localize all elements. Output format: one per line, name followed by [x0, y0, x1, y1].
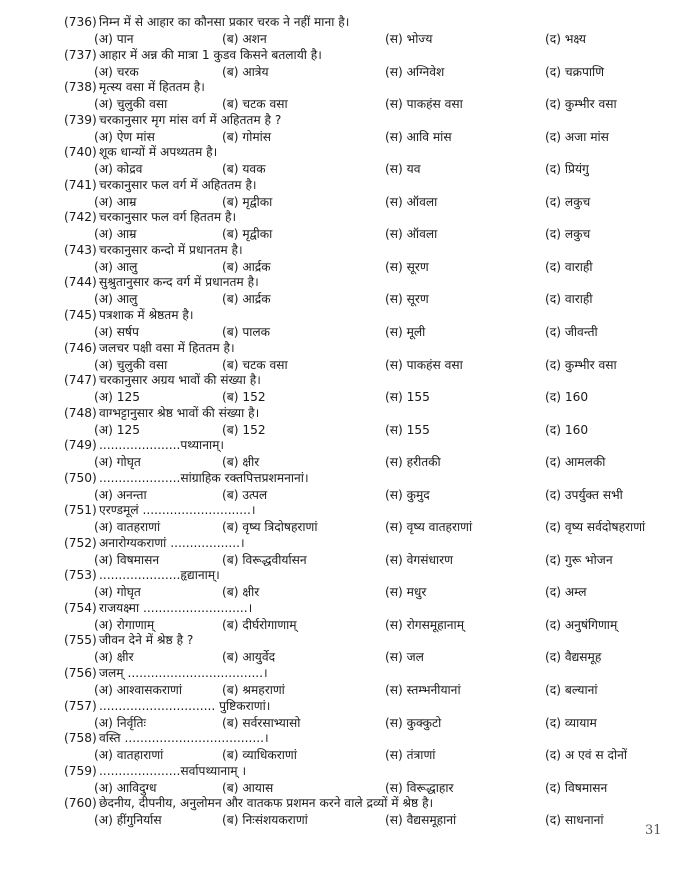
- option-c: (स) सूरण: [385, 292, 429, 307]
- options-row: [0, 422, 680, 439]
- options-row: [0, 454, 680, 471]
- option-a: (अ) रोगाणाम्: [94, 617, 155, 632]
- question-number: (754): [64, 600, 97, 615]
- option-a: (अ) निर्वृतिः: [94, 715, 146, 730]
- option-c: (स) ऑवला: [385, 194, 438, 209]
- options-row: [0, 96, 680, 113]
- question-text: अनारोग्यकराणां ..................।: [99, 535, 245, 550]
- option-c: (स) विरूद्धाहार: [385, 780, 454, 795]
- option-c: (स) स्तम्भनीयानां: [385, 683, 461, 697]
- question-text: चरकानुसार अग्रय भावों की संख्या है।: [99, 373, 261, 388]
- question-text: वाग्भट्टानुसार श्रेष्ठ भावों की संख्या है।: [99, 405, 260, 420]
- option-b: (ब) दीर्घरोगाणाम्: [222, 617, 297, 632]
- option-a: (अ) 125: [94, 390, 140, 405]
- option-a: (अ) आलु: [94, 292, 138, 307]
- option-a: (अ) अनन्ता: [94, 487, 147, 502]
- option-d: (द) वृष्य सर्वदोषहराणां: [545, 520, 646, 535]
- question-line: [64, 307, 664, 323]
- option-a: (अ) चरक: [94, 64, 139, 79]
- options-row: [0, 291, 680, 308]
- options-row: [0, 649, 680, 666]
- question-line: [64, 470, 664, 486]
- option-c: (स) जल: [385, 650, 424, 665]
- question-line: [64, 79, 664, 95]
- option-d: (द) विषमासन: [545, 780, 608, 795]
- option-d: (द) साधनानां: [545, 813, 604, 828]
- options-row: [0, 519, 680, 536]
- question-text: .....................सांग्राहिक रक्तपित्तप्रशमनानां।: [99, 470, 309, 485]
- options-row: [0, 389, 680, 406]
- question-line: [64, 567, 664, 583]
- option-c: (स) वैद्यसमूहानां: [385, 813, 457, 828]
- option-b: (ब) वृष्य त्रिदोषहराणां: [222, 520, 318, 535]
- option-b: (ब) आर्द्रक: [222, 259, 271, 274]
- option-a: (अ) 125: [94, 422, 140, 437]
- question-text: .....................पथ्यानाम्।: [99, 438, 225, 453]
- question-text: जलचर पक्षी वसा में हिततम है।: [99, 340, 235, 355]
- option-b: (ब) उत्पल: [222, 487, 268, 502]
- option-b: (ब) पालक: [222, 324, 271, 339]
- option-c: (स) मधुर: [385, 585, 427, 600]
- question-line: [64, 112, 664, 128]
- question-number: (756): [64, 666, 97, 680]
- question-line: [64, 600, 664, 616]
- option-c: (स) मूली: [385, 324, 426, 339]
- question-text: पत्रशाक में श्रेष्ठतम है।: [99, 307, 194, 322]
- question-line: [64, 274, 664, 290]
- option-b: (ब) मृद्वीका: [222, 227, 273, 242]
- option-c: (स) अग्निवेश: [385, 64, 445, 79]
- option-a: (अ) कोद्रव: [94, 162, 143, 177]
- option-c: (स) हरीतकी: [385, 455, 441, 470]
- option-d: (द) अजा मांस: [545, 129, 609, 144]
- question-number: (743): [64, 242, 97, 257]
- question-text: आहार में अन्न की मात्रा 1 कुडव किसने बतलायी है।: [99, 47, 322, 62]
- options-row: [0, 552, 680, 569]
- question-line: [64, 437, 664, 453]
- question-line: [64, 698, 664, 714]
- option-a: (अ) गोघृत: [94, 455, 141, 470]
- option-a: (अ) चुलुकी वसा: [94, 357, 168, 372]
- option-c: (स) यव: [385, 162, 421, 177]
- option-a: (अ) हींगुनिर्यास: [94, 813, 162, 828]
- option-c: (स) आवि मांस: [385, 129, 452, 144]
- option-b: (ब) 152: [222, 390, 266, 405]
- question-line: [64, 242, 664, 258]
- options-row: [0, 64, 680, 81]
- question-number: (752): [64, 535, 97, 550]
- question-number: (749): [64, 438, 97, 453]
- options-row: [0, 812, 680, 829]
- option-d: (द) अ एवं स दोनों: [545, 748, 628, 763]
- option-c: (स) तंत्राणां: [385, 748, 436, 763]
- option-b: (ब) गोमांस: [222, 129, 272, 144]
- question-line: [64, 340, 664, 356]
- question-number: (746): [64, 340, 97, 355]
- question-number: (757): [64, 698, 97, 713]
- option-d: (द) चक्रपाणि: [545, 64, 605, 79]
- option-c: (स) कुक्कुटो: [385, 715, 442, 730]
- question-number: (753): [64, 568, 97, 583]
- question-text: .............................. पुष्टिकराणां।: [99, 698, 271, 713]
- question-line: [64, 405, 664, 421]
- question-text: छेदनीय, दीपनीय, अनुलोमन और वातकफ प्रशमन करने वाले द्रव्यों में श्रेष्ठ है।: [99, 796, 434, 811]
- question-text: .....................सर्वापथ्यानाम् ।: [99, 763, 247, 778]
- option-b: (ब) आत्रेय: [222, 64, 269, 79]
- question-text: चरकानुसार मृग मांस वर्ग में अहिततम है ?: [99, 112, 282, 127]
- option-a: (अ) आविदुग्ध: [94, 780, 157, 795]
- option-b: (ब) श्रमहराणां: [222, 683, 285, 697]
- question-text: जीवन देने में श्रेष्ठ है ?: [99, 633, 194, 648]
- option-d: (द) आमलकी: [545, 455, 606, 470]
- option-b: (ब) चटक वसा: [222, 97, 288, 112]
- option-b: (ब) आयुर्वेद: [222, 650, 276, 665]
- option-b: (ब) क्षीर: [222, 585, 260, 600]
- option-b: (ब) चटक वसा: [222, 357, 288, 372]
- option-a: (अ) आम्र: [94, 194, 137, 209]
- option-d: (द) प्रियंगु: [545, 162, 589, 177]
- option-d: (द) भक्ष्य: [545, 32, 586, 46]
- question-text: .....................हृद्यानाम्।: [99, 568, 220, 583]
- question-line: [64, 730, 664, 746]
- options-row: [0, 194, 680, 211]
- question-number: (758): [64, 731, 97, 746]
- question-text: सुश्रुतानुसार कन्द वर्ग में प्रधानतम है।: [99, 275, 259, 290]
- options-row: [0, 226, 680, 243]
- question-number: (742): [64, 210, 97, 225]
- option-c: (स) 155: [385, 422, 430, 437]
- options-row: [0, 357, 680, 374]
- question-number: (751): [64, 503, 97, 518]
- question-text: शूक धान्यों में अपथ्यतम है।: [99, 145, 218, 160]
- question-line: [64, 665, 664, 681]
- question-text: राजयक्ष्मा ...........................।: [99, 600, 253, 615]
- question-line: [64, 372, 664, 388]
- options-row: [0, 780, 680, 797]
- option-b: (ब) क्षीर: [222, 455, 260, 470]
- option-a: (अ) आलु: [94, 259, 138, 274]
- option-c: (स) कुमुद: [385, 487, 430, 502]
- question-number: (739): [64, 112, 97, 127]
- question-number: (759): [64, 763, 97, 778]
- option-d: (द) गुरू भोजन: [545, 552, 613, 567]
- option-d: (द) अम्ल: [545, 585, 587, 600]
- question-number: (738): [64, 80, 97, 95]
- option-d: (द) उपर्युक्त सभी: [545, 487, 623, 502]
- question-text: जलम् ...................................।: [99, 666, 268, 680]
- option-d: (द) कुम्भीर वसा: [545, 357, 617, 372]
- option-c: (स) सूरण: [385, 259, 429, 274]
- question-text: वस्ति ....................................।: [99, 731, 269, 746]
- page-number: 31: [645, 823, 662, 838]
- option-a: (अ) सर्षप: [94, 324, 139, 339]
- options-row: [0, 129, 680, 146]
- option-b: (ब) यवक: [222, 162, 266, 177]
- option-d: (द) कुम्भीर वसा: [545, 97, 617, 112]
- question-number: (745): [64, 307, 97, 322]
- option-d: (द) जीवन्ती: [545, 324, 598, 339]
- options-row: [0, 259, 680, 276]
- options-row: [0, 715, 680, 732]
- question-number: (740): [64, 145, 97, 160]
- question-line: [64, 632, 664, 648]
- question-line: [64, 177, 664, 193]
- option-a: (अ) क्षीर: [94, 650, 134, 665]
- option-d: (द) वाराही: [545, 292, 593, 307]
- options-row: [0, 617, 680, 634]
- option-b: (ब) अशन: [222, 32, 267, 46]
- question-line: [64, 209, 664, 225]
- options-row: [0, 584, 680, 601]
- option-d: (द) 160: [545, 422, 589, 437]
- question-number: (750): [64, 470, 97, 485]
- question-line: [64, 144, 664, 160]
- option-b: (ब) सर्वरसाभ्यासो: [222, 715, 301, 730]
- question-number: (741): [64, 177, 97, 192]
- option-c: (स) भोज्य: [385, 32, 433, 46]
- option-d: (द) 160: [545, 390, 589, 405]
- option-d: (द) बल्यानां: [545, 683, 598, 697]
- options-row: [0, 487, 680, 504]
- option-d: (द) व्यायाम: [545, 715, 597, 730]
- option-b: (ब) निःसंशयकराणां: [222, 813, 308, 828]
- option-c: (स) ऑवला: [385, 227, 438, 242]
- option-c: (स) रोगसमूहानाम्: [385, 617, 464, 632]
- option-d: (द) अनुषंगिणाम्: [545, 617, 618, 632]
- option-a: (अ) वातहराणां: [94, 520, 161, 535]
- question-number: (748): [64, 405, 97, 420]
- question-number: (736): [64, 15, 97, 29]
- option-d: (द) लकुच: [545, 194, 591, 209]
- option-c: (स) पाकहंस वसा: [385, 97, 463, 112]
- question-number: (755): [64, 633, 97, 648]
- question-number: (747): [64, 373, 97, 388]
- option-b: (ब) मृद्वीका: [222, 194, 273, 209]
- option-b: (ब) विरूद्धवीर्यासन: [222, 552, 307, 567]
- option-c: (स) वेगसंधारण: [385, 552, 453, 567]
- question-line: [64, 14, 664, 30]
- option-a: (अ) ऐण मांस: [94, 129, 155, 144]
- question-line: [64, 502, 664, 518]
- question-number: (744): [64, 275, 97, 290]
- option-b: (ब) 152: [222, 422, 266, 437]
- option-a: (अ) पान: [94, 32, 134, 46]
- option-c: (स) पाकहंस वसा: [385, 357, 463, 372]
- question-text: चरकानुसार कन्दो में प्रधानतम है।: [99, 242, 243, 257]
- option-a: (अ) गोघृत: [94, 585, 141, 600]
- question-line: [64, 535, 664, 551]
- option-a: (अ) चुलुकी वसा: [94, 97, 168, 112]
- option-b: (ब) आयास: [222, 780, 274, 795]
- option-b: (ब) आर्द्रक: [222, 292, 271, 307]
- question-text: चरकानुसार फल वर्ग हिततम है।: [99, 210, 237, 225]
- option-d: (द) वैद्यसमूह: [545, 650, 602, 665]
- question-text: निम्न में से आहार का कौनसा प्रकार चरक ने नहीं माना है।: [99, 15, 350, 29]
- option-d: (द) वाराही: [545, 259, 593, 274]
- option-d: (द) लकुच: [545, 227, 591, 242]
- question-number: (760): [64, 796, 97, 811]
- question-line: [64, 763, 664, 779]
- option-b: (ब) व्याधिकराणां: [222, 748, 297, 763]
- option-a: (अ) आम्र: [94, 227, 137, 242]
- options-row: [0, 31, 680, 48]
- question-number: (737): [64, 47, 97, 62]
- option-a: (अ) वातहाराणां: [94, 748, 164, 763]
- option-a: (अ) विषमासन: [94, 552, 160, 567]
- question-line: [64, 47, 664, 63]
- option-c: (स) वृष्य वातहराणां: [385, 520, 473, 535]
- question-text: एरण्डमूलं ............................।: [99, 503, 256, 518]
- options-row: [0, 682, 680, 699]
- options-row: [0, 161, 680, 178]
- option-c: (स) 155: [385, 390, 430, 405]
- question-text: मृत्स्य वसा में हिततम है।: [99, 80, 205, 95]
- options-row: [0, 747, 680, 764]
- question-line: [64, 795, 664, 811]
- question-text: चरकानुसार फल वर्ग में अहिततम है।: [99, 177, 257, 192]
- options-row: [0, 324, 680, 341]
- option-a: (अ) आश्वासकराणां: [94, 683, 182, 697]
